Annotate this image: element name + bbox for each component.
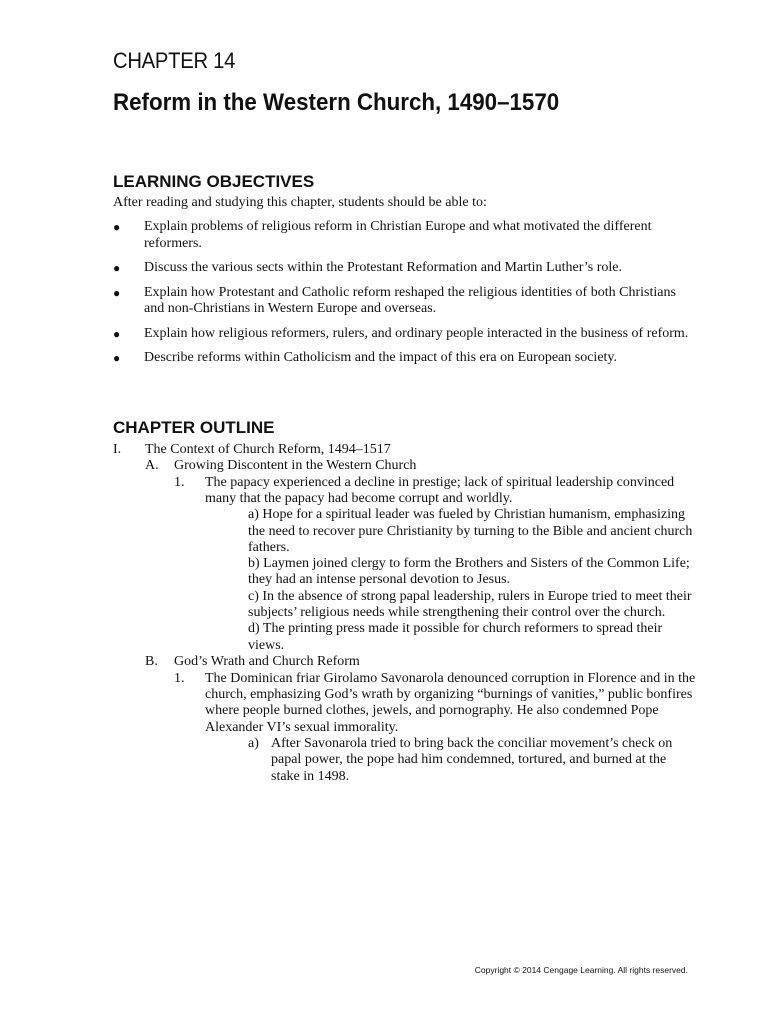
outline-line: stake in 1498. [271, 769, 350, 784]
outline-line: they had an intense personal devotion to Jesus. [248, 572, 511, 587]
outline-line: views. [248, 638, 285, 653]
objectives-list [113, 219, 693, 375]
outline-marker: A. [145, 458, 159, 473]
outline-line: subjects’ religious needs while strengthening their control over the church. [248, 605, 666, 620]
list-item [113, 219, 693, 252]
list-item [113, 350, 693, 367]
outline-line: church, emphasizing God’s wrath by organizing “burnings of vanities,” public bonfires [205, 687, 693, 702]
objectives-intro: After reading and studying this chapter, students should be able to: [113, 195, 487, 210]
list-item [113, 260, 693, 277]
outline-line: fathers. [248, 540, 290, 555]
outline-heading-i: The Context of Church Reform, 1494–1517 [145, 442, 391, 457]
outline-line: c) In the absence of strong papal leadership, rulers in Europe tried to meet their [248, 589, 692, 604]
outline-line: The papacy experienced a decline in prestige; lack of spiritual leadership convinced [205, 475, 675, 490]
outline-marker: B. [145, 654, 158, 669]
bullet-icon: ● [113, 351, 121, 365]
outline-line: Alexander VI’s sexual immorality. [205, 720, 399, 735]
objective-text: Explain how religious reformers, rulers, and ordinary people interacted in the business of reform. [144, 325, 689, 341]
outline-marker: a) [248, 736, 259, 751]
outline-marker: 1. [174, 475, 185, 490]
bullet-icon: ● [113, 261, 121, 275]
copyright-footer: Copyright © 2014 Cengage Learning. All rights reserved. [474, 965, 688, 975]
chapter-outline-heading: CHAPTER OUTLINE [113, 418, 275, 437]
outline-heading-b: God’s Wrath and Church Reform [174, 654, 360, 669]
chapter-label: CHAPTER 14 [113, 48, 236, 73]
bullet-icon: ● [113, 285, 121, 300]
bullet-icon: ● [113, 220, 121, 234]
outline-line: b) Laymen joined clergy to form the Brothers and Sisters of the Common Life; [248, 556, 690, 571]
outline-line: After Savonarola tried to bring back the conciliar movement’s check on [271, 736, 673, 751]
objective-text: Describe reforms within Catholicism and the impact of this era on European society. [144, 350, 618, 365]
bullet-icon: ● [113, 326, 121, 341]
learning-objectives-heading: LEARNING OBJECTIVES [113, 172, 315, 191]
objective-text: Discuss the various sects within the Protestant Reformation and Martin Luther’s role. [144, 260, 622, 275]
chapter-title: Reform in the Western Church, 1490–1570 [113, 89, 560, 116]
outline-heading-a: Growing Discontent in the Western Church [174, 458, 417, 473]
outline-line: The Dominican friar Girolamo Savonarola denounced corruption in Florence and in the [205, 671, 696, 686]
objective-text: Explain problems of religious reform in Christian Europe and what motivated the different reformers. [144, 219, 652, 251]
outline-marker: 1. [174, 671, 185, 686]
outline-line: d) The printing press made it possible for church reformers to spread their [248, 621, 663, 636]
list-item [113, 285, 693, 318]
list-item [113, 326, 693, 343]
outline-line: where people burned clothes, jewels, and pornography. He also condemned Pope [205, 703, 659, 718]
outline-line: the need to recover pure Christianity by turning to the Bible and ancient church [248, 524, 693, 539]
outline-line: many that the papacy had become corrupt and worldly. [205, 491, 513, 506]
outline-line: a) Hope for a spiritual leader was fueled by Christian humanism, emphasizing [248, 507, 685, 522]
objective-text: Explain how Protestant and Catholic reform reshaped the religious identities of both Christians and non-Christians in Western Europe and overseas. [144, 284, 676, 316]
outline-line: papal power, the pope had him condemned, tortured, and burned at the [271, 752, 667, 767]
outline-marker: I. [113, 442, 122, 457]
